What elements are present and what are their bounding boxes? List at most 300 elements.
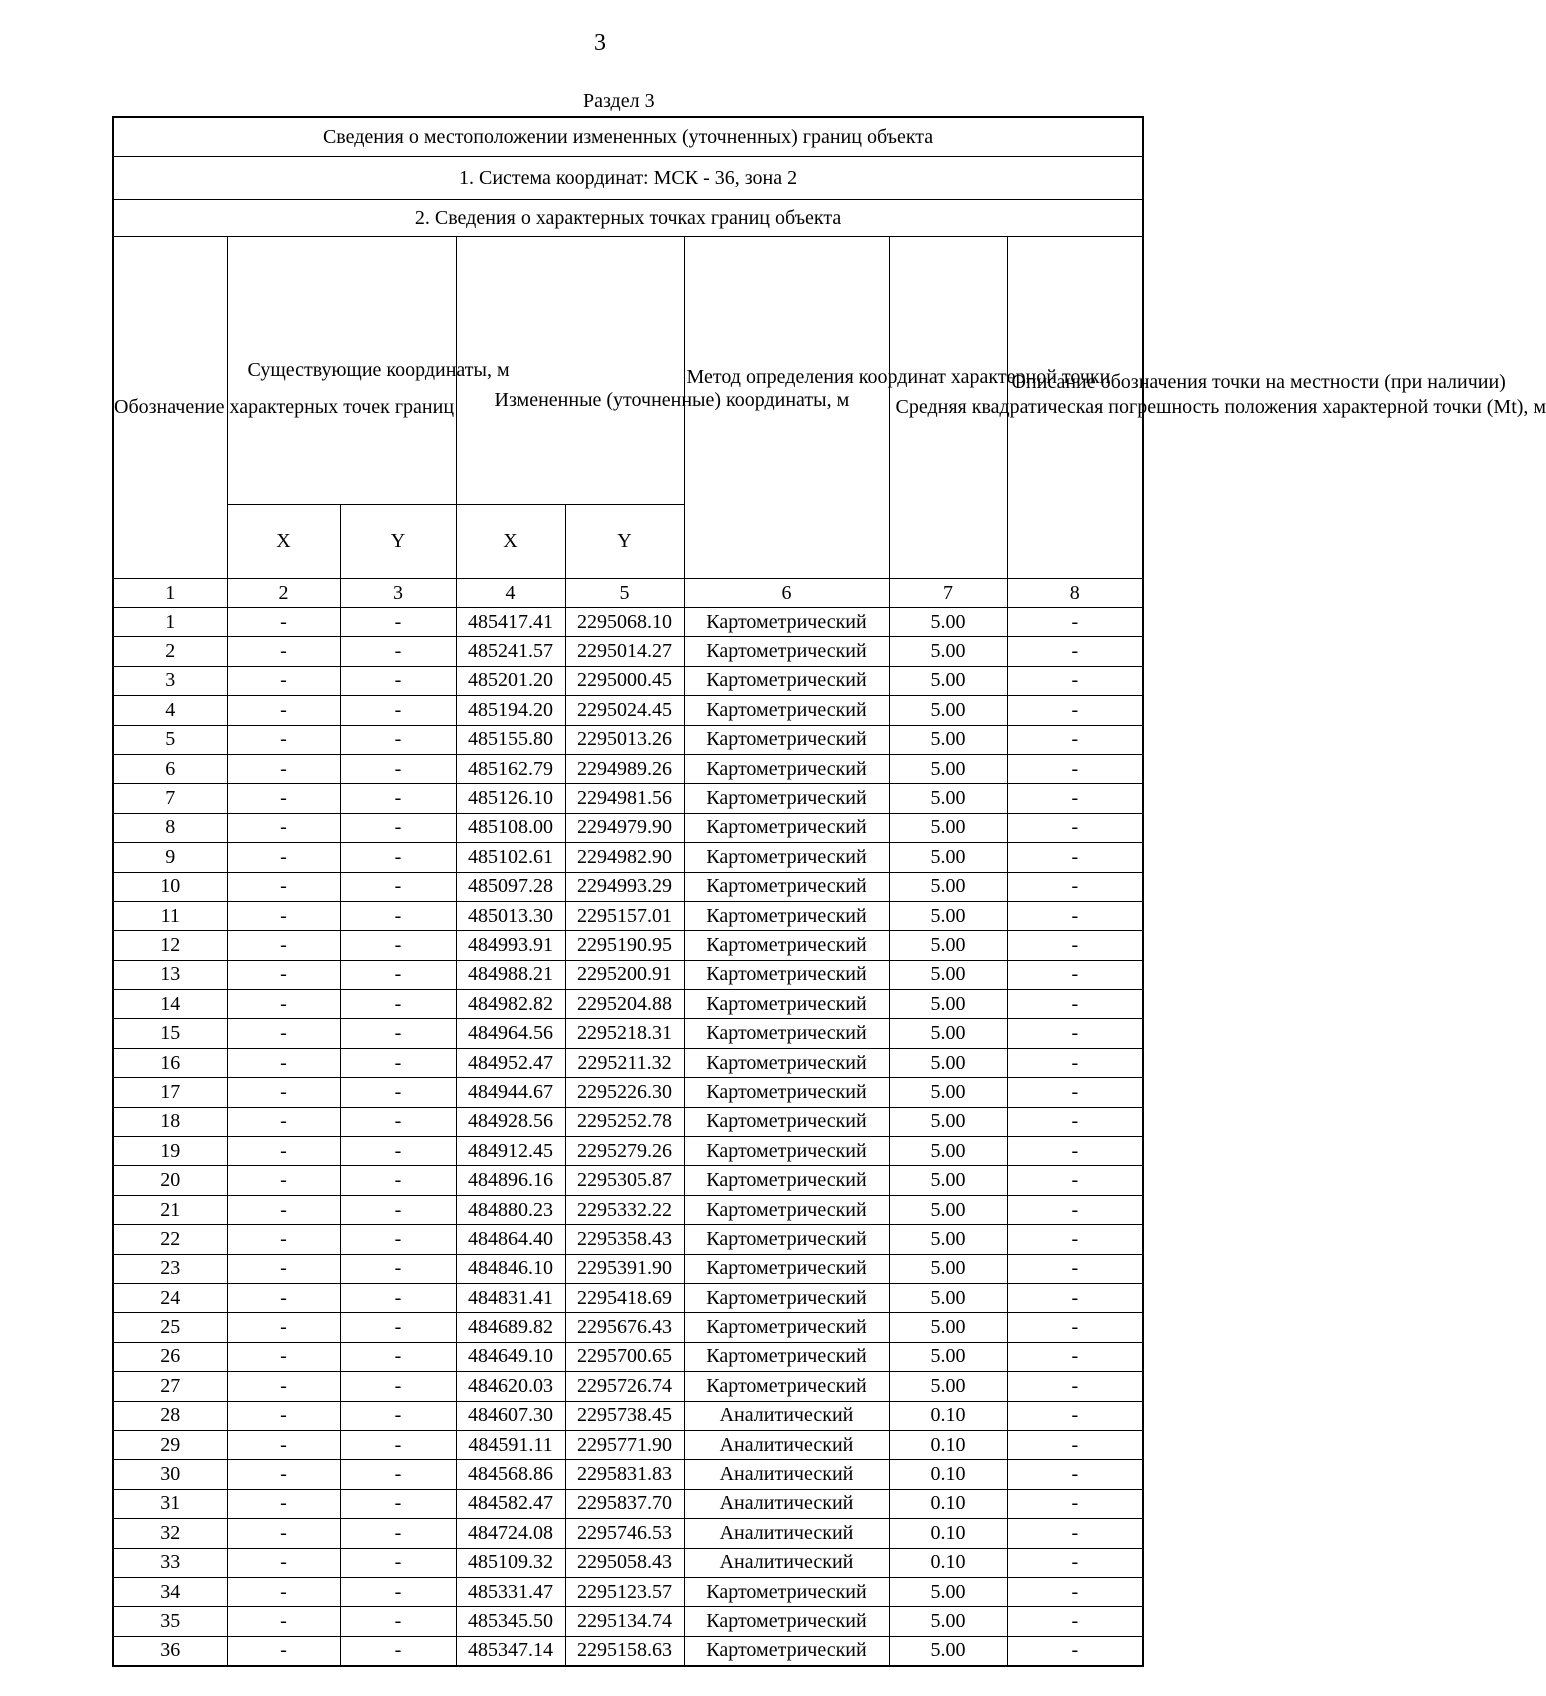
existing-x-cell: -: [227, 608, 340, 637]
point-description-cell: -: [1007, 1048, 1143, 1077]
column-number: 3: [340, 579, 456, 608]
table-row: [113, 960, 1143, 989]
existing-y-cell: -: [340, 1489, 456, 1518]
method-cell: Картометрический: [684, 1607, 889, 1636]
changed-x-cell: 484952.47: [456, 1048, 565, 1077]
existing-y-cell: -: [340, 1225, 456, 1254]
mean-square-error-cell: 0.10: [889, 1519, 1007, 1548]
method-cell: Картометрический: [684, 1137, 889, 1166]
existing-x-cell: -: [227, 754, 340, 783]
point-number-cell: 2: [113, 637, 227, 666]
changed-y-cell: 2295746.53: [565, 1519, 684, 1548]
changed-x-cell: 484988.21: [456, 960, 565, 989]
changed-x-cell: 485194.20: [456, 696, 565, 725]
table-row: [113, 813, 1143, 842]
method-cell: Картометрический: [684, 901, 889, 930]
existing-y-cell: -: [340, 725, 456, 754]
changed-x-cell: 484620.03: [456, 1372, 565, 1401]
column-number: 1: [113, 579, 227, 608]
method-cell: Картометрический: [684, 1342, 889, 1371]
point-number-cell: 31: [113, 1489, 227, 1518]
existing-x-cell: -: [227, 1254, 340, 1283]
mean-square-error-cell: 5.00: [889, 1636, 1007, 1666]
table-row: [113, 784, 1143, 813]
changed-x-cell: 484831.41: [456, 1283, 565, 1312]
existing-y-cell: -: [340, 1107, 456, 1136]
existing-x-cell: -: [227, 1636, 340, 1666]
mean-square-error-cell: 5.00: [889, 1283, 1007, 1312]
point-description-cell: -: [1007, 1195, 1143, 1224]
point-description-cell: -: [1007, 1636, 1143, 1666]
changed-y-cell: 2295738.45: [565, 1401, 684, 1430]
changed-y-cell: 2295771.90: [565, 1430, 684, 1459]
table-row: [113, 1489, 1143, 1518]
point-number-cell: 24: [113, 1283, 227, 1312]
changed-y-cell: 2295700.65: [565, 1342, 684, 1371]
existing-x-cell: -: [227, 725, 340, 754]
existing-y-cell: -: [340, 1195, 456, 1224]
point-number-cell: 16: [113, 1048, 227, 1077]
changed-y-cell: 2295305.87: [565, 1166, 684, 1195]
existing-y-cell: -: [340, 843, 456, 872]
table-row: [113, 696, 1143, 725]
point-number-cell: 27: [113, 1372, 227, 1401]
existing-x-cell: -: [227, 666, 340, 695]
column-number: 5: [565, 579, 684, 608]
point-number-cell: 7: [113, 784, 227, 813]
column-number: 2: [227, 579, 340, 608]
existing-x-cell: -: [227, 843, 340, 872]
changed-y-cell: 2295000.45: [565, 666, 684, 695]
mean-square-error-cell: 5.00: [889, 1225, 1007, 1254]
changed-x-cell: 484993.91: [456, 931, 565, 960]
existing-y-cell: -: [340, 1607, 456, 1636]
point-description-cell: -: [1007, 1078, 1143, 1107]
point-description-cell: -: [1007, 1430, 1143, 1459]
column-number: 8: [1007, 579, 1143, 608]
changed-x-cell: 484896.16: [456, 1166, 565, 1195]
table-row: [113, 1019, 1143, 1048]
column-number: 7: [889, 579, 1007, 608]
existing-x-cell: -: [227, 1195, 340, 1224]
point-description-cell: -: [1007, 843, 1143, 872]
existing-x-cell: -: [227, 1607, 340, 1636]
method-cell: Картометрический: [684, 1225, 889, 1254]
existing-y-cell: -: [340, 696, 456, 725]
point-description-cell: -: [1007, 1283, 1143, 1312]
header-existing-coordinates: [227, 237, 510, 505]
existing-x-cell: -: [227, 1460, 340, 1489]
changed-x-cell: 484724.08: [456, 1519, 565, 1548]
header-existing-x: X: [227, 505, 340, 579]
existing-x-cell: -: [227, 1048, 340, 1077]
changed-y-cell: 2295831.83: [565, 1460, 684, 1489]
existing-x-cell: -: [227, 901, 340, 930]
point-number-cell: 28: [113, 1401, 227, 1430]
changed-y-cell: 2295358.43: [565, 1225, 684, 1254]
point-description-cell: -: [1007, 1342, 1143, 1371]
existing-x-cell: -: [227, 960, 340, 989]
existing-x-cell: -: [227, 990, 340, 1019]
changed-x-cell: 484689.82: [456, 1313, 565, 1342]
method-cell: Картометрический: [684, 1372, 889, 1401]
point-number-cell: 12: [113, 931, 227, 960]
table-row: [113, 1225, 1143, 1254]
mean-square-error-cell: 5.00: [889, 1137, 1007, 1166]
method-cell: Картометрический: [684, 1283, 889, 1312]
existing-x-cell: -: [227, 637, 340, 666]
existing-x-cell: -: [227, 1489, 340, 1518]
changed-y-cell: 2294979.90: [565, 813, 684, 842]
table-row: [113, 1607, 1143, 1636]
existing-x-cell: -: [227, 1019, 340, 1048]
point-number-cell: 9: [113, 843, 227, 872]
point-description-cell: -: [1007, 1166, 1143, 1195]
method-cell: Картометрический: [684, 872, 889, 901]
table-row: [113, 990, 1143, 1019]
changed-x-cell: 484591.11: [456, 1430, 565, 1459]
mean-square-error-cell: 5.00: [889, 1078, 1007, 1107]
point-number-cell: 19: [113, 1137, 227, 1166]
table-row: [113, 1342, 1143, 1371]
existing-y-cell: -: [340, 960, 456, 989]
point-description-cell: -: [1007, 754, 1143, 783]
point-description-cell: -: [1007, 1577, 1143, 1606]
mean-square-error-cell: 0.10: [889, 1489, 1007, 1518]
point-description-cell: -: [1007, 901, 1143, 930]
point-number-cell: 33: [113, 1548, 227, 1577]
header-existing-coordinates-text: Существующие координаты, м: [247, 359, 510, 381]
method-cell: Картометрический: [684, 725, 889, 754]
changed-y-cell: 2295226.30: [565, 1078, 684, 1107]
points-section-header: 2. Сведения о характерных точках границ объекта: [113, 200, 1143, 237]
changed-y-cell: 2295058.43: [565, 1548, 684, 1577]
mean-square-error-cell: 0.10: [889, 1548, 1007, 1577]
point-description-cell: -: [1007, 666, 1143, 695]
table-row: [113, 1577, 1143, 1606]
mean-square-error-cell: 5.00: [889, 872, 1007, 901]
point-number-cell: 36: [113, 1636, 227, 1666]
point-description-cell: -: [1007, 872, 1143, 901]
changed-y-cell: 2295726.74: [565, 1372, 684, 1401]
point-description-cell: -: [1007, 1313, 1143, 1342]
mean-square-error-cell: 5.00: [889, 725, 1007, 754]
table-row: [113, 1460, 1143, 1489]
changed-y-cell: 2295024.45: [565, 696, 684, 725]
mean-square-error-cell: 5.00: [889, 1342, 1007, 1371]
header-changed-coordinates-text: Измененные (уточненные) координаты, м: [494, 389, 850, 411]
mean-square-error-cell: 5.00: [889, 931, 1007, 960]
method-cell: Картометрический: [684, 1195, 889, 1224]
changed-x-cell: 485201.20: [456, 666, 565, 695]
point-number-cell: 5: [113, 725, 227, 754]
existing-x-cell: -: [227, 1225, 340, 1254]
mean-square-error-cell: 5.00: [889, 813, 1007, 842]
method-cell: Картометрический: [684, 1107, 889, 1136]
header-changed-y: Y: [565, 505, 684, 579]
header-changed-x: X: [456, 505, 565, 579]
mean-square-error-cell: 5.00: [889, 960, 1007, 989]
method-cell: Картометрический: [684, 960, 889, 989]
point-number-cell: 1: [113, 608, 227, 637]
coordinate-system: 1. Система координат: МСК - 36, зона 2: [113, 157, 1143, 200]
table-row: [113, 637, 1143, 666]
mean-square-error-cell: 5.00: [889, 1107, 1007, 1136]
changed-x-cell: 485331.47: [456, 1577, 565, 1606]
changed-x-cell: 485241.57: [456, 637, 565, 666]
changed-y-cell: 2295204.88: [565, 990, 684, 1019]
existing-x-cell: -: [227, 1107, 340, 1136]
point-number-cell: 11: [113, 901, 227, 930]
table-row: [113, 1137, 1143, 1166]
changed-x-cell: 485347.14: [456, 1636, 565, 1666]
column-numbers-row: [113, 579, 1143, 608]
existing-y-cell: -: [340, 784, 456, 813]
method-cell: Картометрический: [684, 754, 889, 783]
existing-x-cell: -: [227, 1283, 340, 1312]
existing-x-cell: -: [227, 784, 340, 813]
point-description-cell: -: [1007, 931, 1143, 960]
table-row: [113, 1430, 1143, 1459]
mean-square-error-cell: 5.00: [889, 1166, 1007, 1195]
existing-y-cell: -: [340, 754, 456, 783]
point-number-cell: 34: [113, 1577, 227, 1606]
mean-square-error-cell: 5.00: [889, 901, 1007, 930]
changed-y-cell: 2295158.63: [565, 1636, 684, 1666]
changed-x-cell: 484982.82: [456, 990, 565, 1019]
existing-y-cell: -: [340, 1048, 456, 1077]
changed-y-cell: 2295418.69: [565, 1283, 684, 1312]
mean-square-error-cell: 5.00: [889, 1372, 1007, 1401]
point-number-cell: 29: [113, 1430, 227, 1459]
existing-y-cell: -: [340, 637, 456, 666]
point-description-cell: -: [1007, 1489, 1143, 1518]
table-row: [113, 931, 1143, 960]
table-row: [113, 1048, 1143, 1077]
point-description-cell: -: [1007, 1401, 1143, 1430]
table-row: [113, 843, 1143, 872]
table-row: [113, 1372, 1143, 1401]
mean-square-error-cell: 5.00: [889, 784, 1007, 813]
method-cell: Аналитический: [684, 1401, 889, 1430]
changed-y-cell: 2295279.26: [565, 1137, 684, 1166]
existing-y-cell: -: [340, 1283, 456, 1312]
point-description-cell: -: [1007, 696, 1143, 725]
existing-y-cell: -: [340, 1519, 456, 1548]
point-number-cell: 13: [113, 960, 227, 989]
changed-y-cell: 2295068.10: [565, 608, 684, 637]
changed-x-cell: 484607.30: [456, 1401, 565, 1430]
mean-square-error-cell: 5.00: [889, 608, 1007, 637]
table-row: [113, 1166, 1143, 1195]
method-cell: Картометрический: [684, 1577, 889, 1606]
mean-square-error-cell: 5.00: [889, 754, 1007, 783]
mean-square-error-cell: 5.00: [889, 1195, 1007, 1224]
mean-square-error-cell: 5.00: [889, 666, 1007, 695]
changed-y-cell: 2294989.26: [565, 754, 684, 783]
point-number-cell: 32: [113, 1519, 227, 1548]
changed-y-cell: 2295190.95: [565, 931, 684, 960]
existing-y-cell: -: [340, 1430, 456, 1459]
changed-x-cell: 484964.56: [456, 1019, 565, 1048]
existing-y-cell: -: [340, 990, 456, 1019]
point-number-cell: 17: [113, 1078, 227, 1107]
page-number: 3: [594, 30, 606, 56]
existing-x-cell: -: [227, 813, 340, 842]
point-description-cell: -: [1007, 725, 1143, 754]
existing-x-cell: -: [227, 1342, 340, 1371]
point-description-cell: -: [1007, 1548, 1143, 1577]
changed-y-cell: 2294993.29: [565, 872, 684, 901]
point-number-cell: 26: [113, 1342, 227, 1371]
table-row: [113, 1636, 1143, 1666]
point-number-cell: 6: [113, 754, 227, 783]
table-row: [113, 1519, 1143, 1548]
changed-x-cell: 485109.32: [456, 1548, 565, 1577]
existing-y-cell: -: [340, 1401, 456, 1430]
existing-x-cell: -: [227, 1137, 340, 1166]
changed-x-cell: 484928.56: [456, 1107, 565, 1136]
method-cell: Картометрический: [684, 696, 889, 725]
mean-square-error-cell: 5.00: [889, 1607, 1007, 1636]
point-description-cell: -: [1007, 1372, 1143, 1401]
method-cell: Картометрический: [684, 1636, 889, 1666]
changed-x-cell: 484880.23: [456, 1195, 565, 1224]
changed-x-cell: 485108.00: [456, 813, 565, 842]
changed-x-cell: 484582.47: [456, 1489, 565, 1518]
column-number: 6: [684, 579, 889, 608]
changed-y-cell: 2295218.31: [565, 1019, 684, 1048]
method-cell: Картометрический: [684, 1166, 889, 1195]
changed-y-cell: 2295676.43: [565, 1313, 684, 1342]
point-description-cell: -: [1007, 1019, 1143, 1048]
existing-y-cell: -: [340, 1460, 456, 1489]
existing-y-cell: -: [340, 1166, 456, 1195]
existing-y-cell: -: [340, 608, 456, 637]
method-cell: Картометрический: [684, 784, 889, 813]
existing-x-cell: -: [227, 1372, 340, 1401]
existing-y-cell: -: [340, 1313, 456, 1342]
existing-y-cell: -: [340, 931, 456, 960]
changed-y-cell: 2295013.26: [565, 725, 684, 754]
table-row: [113, 666, 1143, 695]
existing-x-cell: -: [227, 1548, 340, 1577]
mean-square-error-cell: 5.00: [889, 990, 1007, 1019]
mean-square-error-cell: 0.10: [889, 1401, 1007, 1430]
point-number-cell: 18: [113, 1107, 227, 1136]
method-cell: Картометрический: [684, 843, 889, 872]
method-cell: Картометрический: [684, 637, 889, 666]
point-number-cell: 30: [113, 1460, 227, 1489]
existing-y-cell: -: [340, 1548, 456, 1577]
changed-x-cell: 485097.28: [456, 872, 565, 901]
section-label: Раздел 3: [583, 90, 655, 112]
point-description-cell: -: [1007, 1107, 1143, 1136]
changed-x-cell: 485126.10: [456, 784, 565, 813]
existing-x-cell: -: [227, 1401, 340, 1430]
point-description-cell: -: [1007, 784, 1143, 813]
point-number-cell: 8: [113, 813, 227, 842]
header-existing-y: Y: [340, 505, 456, 579]
point-description-cell: -: [1007, 960, 1143, 989]
changed-x-cell: 485102.61: [456, 843, 565, 872]
changed-y-cell: 2295211.32: [565, 1048, 684, 1077]
changed-y-cell: 2295157.01: [565, 901, 684, 930]
table-row: [113, 1107, 1143, 1136]
point-description-cell: -: [1007, 813, 1143, 842]
mean-square-error-cell: 5.00: [889, 1254, 1007, 1283]
existing-x-cell: -: [227, 1078, 340, 1107]
mean-square-error-cell: 0.10: [889, 1460, 1007, 1489]
point-number-cell: 4: [113, 696, 227, 725]
table-row: [113, 754, 1143, 783]
changed-x-cell: 484846.10: [456, 1254, 565, 1283]
method-cell: Аналитический: [684, 1548, 889, 1577]
table-title: Сведения о местоположении измененных (уточненных) границ объекта: [113, 117, 1143, 157]
point-number-cell: 25: [113, 1313, 227, 1342]
method-cell: Картометрический: [684, 1078, 889, 1107]
existing-x-cell: -: [227, 1430, 340, 1459]
mean-square-error-cell: 0.10: [889, 1430, 1007, 1459]
header-point-designation-text: Обозначение характерных точек границ: [114, 396, 455, 418]
point-number-cell: 15: [113, 1019, 227, 1048]
point-number-cell: 10: [113, 872, 227, 901]
existing-y-cell: -: [340, 1342, 456, 1371]
point-number-cell: 14: [113, 990, 227, 1019]
point-description-cell: -: [1007, 990, 1143, 1019]
existing-y-cell: -: [340, 1078, 456, 1107]
changed-y-cell: 2295332.22: [565, 1195, 684, 1224]
point-description-cell: -: [1007, 1519, 1143, 1548]
point-description-cell: -: [1007, 608, 1143, 637]
point-description-cell: -: [1007, 1460, 1143, 1489]
point-number-cell: 22: [113, 1225, 227, 1254]
existing-y-cell: -: [340, 1137, 456, 1166]
header-method-text: Метод определения координат характерной точки: [686, 366, 1111, 388]
table-row: [113, 725, 1143, 754]
changed-y-cell: 2295837.70: [565, 1489, 684, 1518]
point-description-cell: -: [1007, 1225, 1143, 1254]
table-row: [113, 872, 1143, 901]
existing-y-cell: -: [340, 1636, 456, 1666]
existing-x-cell: -: [227, 1166, 340, 1195]
existing-x-cell: -: [227, 931, 340, 960]
method-cell: Аналитический: [684, 1430, 889, 1459]
method-cell: Аналитический: [684, 1460, 889, 1489]
point-number-cell: 21: [113, 1195, 227, 1224]
changed-y-cell: 2295014.27: [565, 637, 684, 666]
point-description-cell: -: [1007, 637, 1143, 666]
changed-x-cell: 484864.40: [456, 1225, 565, 1254]
point-number-cell: 23: [113, 1254, 227, 1283]
existing-y-cell: -: [340, 1254, 456, 1283]
column-number: 4: [456, 579, 565, 608]
changed-x-cell: 485013.30: [456, 901, 565, 930]
table-row: [113, 1283, 1143, 1312]
changed-y-cell: 2295200.91: [565, 960, 684, 989]
existing-y-cell: -: [340, 1372, 456, 1401]
changed-x-cell: 484912.45: [456, 1137, 565, 1166]
changed-x-cell: 484944.67: [456, 1078, 565, 1107]
changed-y-cell: 2295123.57: [565, 1577, 684, 1606]
changed-x-cell: 485345.50: [456, 1607, 565, 1636]
changed-x-cell: 484568.86: [456, 1460, 565, 1489]
point-number-cell: 35: [113, 1607, 227, 1636]
point-number-cell: 3: [113, 666, 227, 695]
table-row: [113, 1195, 1143, 1224]
point-description-cell: -: [1007, 1607, 1143, 1636]
existing-y-cell: -: [340, 1577, 456, 1606]
